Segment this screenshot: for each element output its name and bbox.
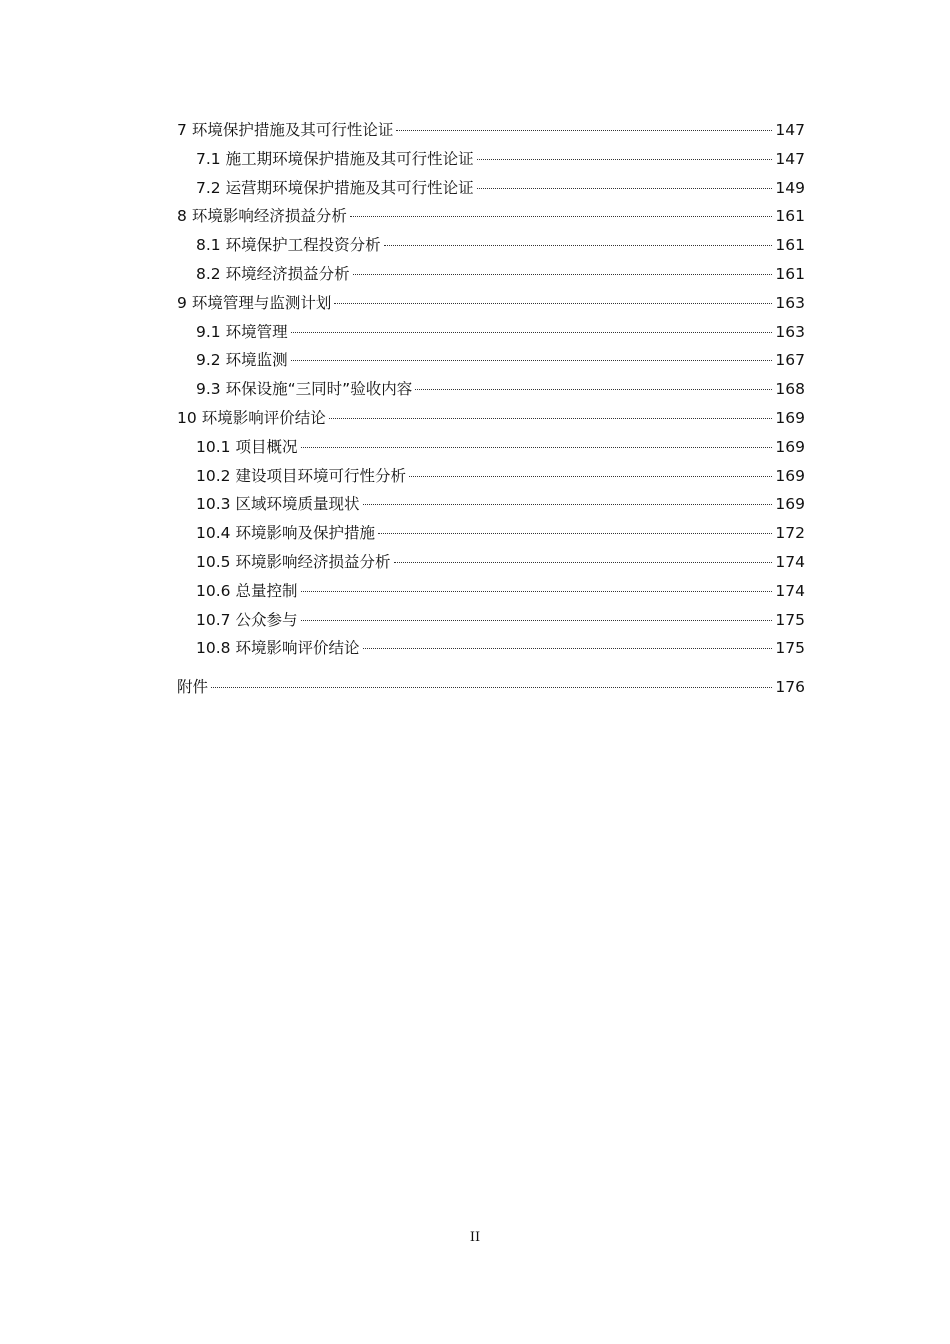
toc-entry-number: 10.1 xyxy=(196,437,231,456)
toc-dot-leader xyxy=(350,216,773,217)
toc-entry-number: 7.2 xyxy=(196,178,221,197)
toc-entry[interactable] xyxy=(177,577,805,606)
toc-entry-page: 175 xyxy=(775,639,805,658)
toc-entry-title: 施工期环境保护措施及其可行性论证 xyxy=(225,149,474,168)
toc-entry[interactable] xyxy=(177,462,805,491)
toc-entry[interactable] xyxy=(177,404,805,433)
toc-entry[interactable] xyxy=(177,231,805,260)
toc-dot-leader xyxy=(363,504,773,505)
toc-entry-title: 附件 xyxy=(177,678,209,697)
toc-entry-title: 环境管理 xyxy=(225,322,288,341)
toc-entry-page: 174 xyxy=(775,552,805,571)
toc-entry-title: 环境管理与监测计划 xyxy=(191,293,332,312)
toc-dot-leader xyxy=(291,360,773,361)
toc-entry-page: 163 xyxy=(775,293,805,312)
toc-dot-leader xyxy=(329,418,773,419)
toc-dot-leader xyxy=(301,620,773,621)
toc-dot-leader xyxy=(363,648,773,649)
toc-entry-page: 147 xyxy=(775,149,805,168)
toc-entry-number: 9 xyxy=(177,293,187,312)
toc-entry-number: 8.2 xyxy=(196,264,221,283)
toc-entry-number: 10 xyxy=(177,408,197,427)
toc-entry-number: 9.2 xyxy=(196,351,221,370)
toc-dot-leader xyxy=(396,130,772,131)
toc-entry-title: 环境影响评价结论 xyxy=(235,639,360,658)
toc-entry[interactable] xyxy=(177,346,805,375)
toc-entry-title: 项目概况 xyxy=(235,437,298,456)
toc-dot-leader xyxy=(477,188,773,189)
toc-entry-page: 168 xyxy=(775,380,805,399)
toc-dot-leader xyxy=(378,533,772,534)
toc-dot-leader xyxy=(394,562,773,563)
toc-dot-leader xyxy=(211,687,772,688)
toc-entry[interactable] xyxy=(177,260,805,289)
toc-entry[interactable] xyxy=(177,606,805,635)
toc-entry-page: 161 xyxy=(775,264,805,283)
toc-entry-page: 169 xyxy=(775,408,805,427)
toc-entry-page: 169 xyxy=(775,495,805,514)
toc-entry[interactable] xyxy=(177,174,805,203)
toc-entry-number: 9.3 xyxy=(196,380,221,399)
toc-dot-leader xyxy=(353,274,773,275)
toc-entry-title: 建设项目环境可行性分析 xyxy=(235,466,407,485)
toc-entry[interactable] xyxy=(177,548,805,577)
toc-entry-page: 163 xyxy=(775,322,805,341)
toc-entry-page: 176 xyxy=(775,678,805,697)
toc-dot-leader xyxy=(409,476,772,477)
toc-entry-number: 10.6 xyxy=(196,581,231,600)
toc-entry-page: 147 xyxy=(775,121,805,139)
toc-entry[interactable] xyxy=(177,289,805,318)
toc-entry-title: 环境影响经济损益分析 xyxy=(235,552,391,571)
toc-entry[interactable] xyxy=(177,202,805,231)
toc-entry-number: 10.4 xyxy=(196,524,231,543)
toc-entry-title: 总量控制 xyxy=(235,581,298,600)
toc-dot-leader xyxy=(301,447,773,448)
toc-entry[interactable] xyxy=(177,433,805,462)
toc-entry-title: 环境影响评价结论 xyxy=(201,408,326,427)
toc-entry-number: 10.3 xyxy=(196,495,231,514)
toc-entry-number: 7.1 xyxy=(196,149,221,168)
toc-entry-page: 169 xyxy=(775,466,805,485)
page-number: II xyxy=(469,1230,481,1245)
toc-entry[interactable] xyxy=(177,634,805,663)
toc-entry-number: 10.5 xyxy=(196,552,231,571)
toc-dot-leader xyxy=(334,303,772,304)
toc-entry-number: 10.2 xyxy=(196,466,231,485)
toc-entry-title: 公众参与 xyxy=(235,610,298,629)
toc-entry-number: 10.7 xyxy=(196,610,231,629)
toc-entry-title: 环境保护工程投资分析 xyxy=(225,236,381,255)
toc-entry-page: 149 xyxy=(775,178,805,197)
toc-entry[interactable] xyxy=(177,375,805,404)
toc-entry-title: 环保设施“三同时”验收内容 xyxy=(225,380,413,399)
toc-entry-title: 环境保护措施及其可行性论证 xyxy=(191,121,394,139)
toc-entry[interactable] xyxy=(177,116,805,145)
table-of-contents xyxy=(177,116,805,702)
toc-entry-title: 环境经济损益分析 xyxy=(225,264,350,283)
toc-entry-title: 环境影响及保护措施 xyxy=(235,524,376,543)
toc-entry-page: 167 xyxy=(775,351,805,370)
toc-dot-leader xyxy=(477,159,773,160)
toc-entry-number: 10.8 xyxy=(196,639,231,658)
toc-entry-title: 区域环境质量现状 xyxy=(235,495,360,514)
toc-entry-page: 169 xyxy=(775,437,805,456)
toc-entry[interactable] xyxy=(177,519,805,548)
toc-entry-number: 8.1 xyxy=(196,236,221,255)
toc-entry-page: 161 xyxy=(775,236,805,255)
toc-dot-leader xyxy=(384,245,773,246)
toc-entry-page: 175 xyxy=(775,610,805,629)
toc-entry[interactable] xyxy=(177,490,805,519)
toc-entry-page: 172 xyxy=(775,524,805,543)
toc-entry-number: 8 xyxy=(177,207,187,226)
toc-dot-leader xyxy=(291,332,773,333)
toc-entry[interactable] xyxy=(177,145,805,174)
toc-dot-leader xyxy=(301,591,773,592)
toc-entry-number: 9.1 xyxy=(196,322,221,341)
toc-entry-number: 7 xyxy=(177,121,187,139)
toc-entry-page: 161 xyxy=(775,207,805,226)
toc-entry-appendix[interactable] xyxy=(177,673,805,702)
toc-entry-title: 环境监测 xyxy=(225,351,288,370)
toc-entry[interactable] xyxy=(177,318,805,347)
toc-entry-title: 环境影响经济损益分析 xyxy=(191,207,347,226)
toc-dot-leader xyxy=(415,389,772,390)
toc-entry-title: 运营期环境保护措施及其可行性论证 xyxy=(225,178,474,197)
toc-entry-page: 174 xyxy=(775,581,805,600)
